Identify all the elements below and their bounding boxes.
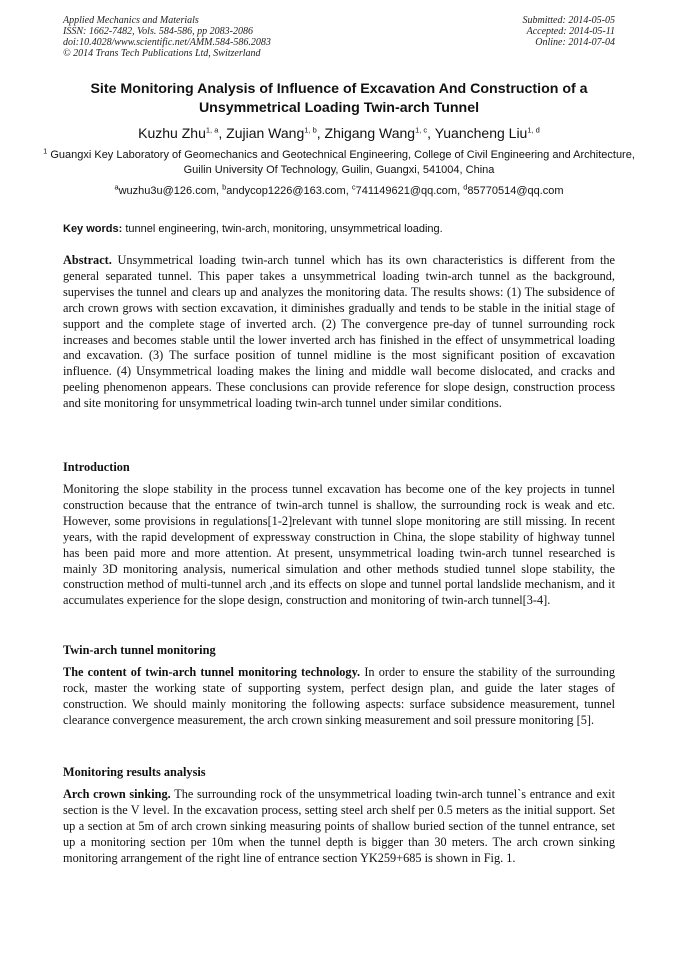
email-address[interactable]: 741149621@qq.com: [355, 185, 458, 197]
issn-volume: ISSN: 1662-7482, Vols. 584-586, pp 2083-2086: [63, 26, 253, 37]
accepted-date: Accepted: 2014-05-11: [526, 26, 615, 37]
keywords-label: Key words:: [63, 223, 123, 235]
author-affiliation-mark: 1, d: [527, 125, 540, 135]
monitoring-text: In order to ensure the stability of the surrounding rock, master the working state of supporting system, perfect design plan, and guide the later stages of construction. We should mainly monitoring the following aspects: surface subsidence measurement, tunnel clearance convergence measurement, the arch crown sinking measurement and soil pressure monitoring [5].: [63, 665, 616, 727]
affiliation-text: Guangxi Key Laboratory of Geomechanics and Geotechnical Engineering, College of Civil Engineering and Architecture, Guilin University Of Technology, Guilin, Guangxi, 541004, China: [50, 149, 635, 176]
results-lead: Arch crown sinking.: [63, 787, 171, 801]
results-paragraph: [63, 787, 615, 867]
paper-title: Site Monitoring Analysis of Influence of Excavation And Construction of a Unsymmetrical Loading Twin-arch Tunnel: [90, 81, 588, 116]
keywords: [63, 222, 615, 236]
email-address[interactable]: andycop1226@163.com: [226, 185, 346, 197]
results-text: The surrounding rock of the unsymmetrical loading twin-arch tunnel`s entrance and exit section is the V level. In the excavation process, setting steel arch shelf per 0.5 meters as the initial support. Set up a section at 5m of arch crown sinking measuring points of shallow buried section of the tunnel entrance, set up a monitoring section per 10m when the tunnel depth is bigger than 30 meters. The arch crown sinking monitoring arrangement of the right line of entrance section YK259+685 is shown in Fig. 1.: [63, 787, 615, 865]
author-name: Kuzhu Zhu: [138, 125, 206, 141]
abstract: [63, 253, 615, 412]
affiliation-mark: 1: [43, 146, 48, 156]
email-address[interactable]: 85770514@qq.com: [467, 185, 564, 197]
email-list: [30, 184, 648, 199]
monitoring-heading: Twin-arch tunnel monitoring: [63, 643, 216, 657]
introduction-heading: Introduction: [63, 460, 130, 474]
email-mark: a: [114, 182, 119, 192]
journal-name: Applied Mechanics and Materials: [63, 15, 199, 26]
author-separator: ,: [427, 125, 435, 141]
email-mark: d: [463, 182, 468, 192]
author-separator: ,: [218, 125, 227, 141]
author-affiliation-mark: 1, a: [205, 125, 219, 135]
author-name: Zhigang Wang: [324, 125, 416, 141]
abstract-label: Abstract.: [63, 253, 112, 267]
monitoring-paragraph: [63, 665, 615, 729]
doi-link[interactable]: doi:10.4028/www.scientific.net/AMM.584-586.2083: [63, 37, 271, 48]
email-separator: ,: [216, 185, 223, 197]
author-affiliation-mark: 1, b: [304, 125, 317, 135]
results-heading: Monitoring results analysis: [63, 765, 206, 779]
copyright: © 2014 Trans Tech Publications Ltd, Switzerland: [63, 48, 261, 59]
author-name: Yuancheng Liu: [434, 125, 528, 141]
introduction-text: Monitoring the slope stability in the process tunnel excavation has become one of the key projects in tunnel construction because that the entrance of twin-arch tunnel is shallow, the surrounding rock is weak and etc. However, some provisions in regulations[1-2]relevant with tunnel slope monitoring are still missing. In recent years, with the rapid development of expressway construction in China, the slope stability of highway tunnel has been paid more and more attention. At present, unsymmetrical loading twin-arch tunnel researched is mainly 3D monitoring analysis, numerical simulation and other methods studied tunnel slope stability, the construction method of multi-tunnel arch ,and its effects on slope and tunnel portal landslide mechanism, and it accumulates experience for the slope design, construction and monitoring of twin-arch tunnel[3-4].: [63, 482, 615, 608]
online-date: Online: 2014-07-04: [535, 37, 615, 48]
author-separator: ,: [316, 125, 325, 141]
email-separator: ,: [345, 185, 352, 197]
publication-info: [63, 15, 271, 59]
email-separator: ,: [457, 185, 464, 197]
email-mark: c: [351, 182, 356, 192]
keywords-text: tunnel engineering, twin-arch, monitoring, unsymmetrical loading.: [122, 223, 443, 235]
author-affiliation-mark: 1, c: [415, 125, 428, 135]
submitted-date: Submitted: 2014-05-05: [522, 15, 615, 26]
publication-dates: [523, 15, 616, 48]
affiliation: [40, 148, 638, 178]
author-name: Zujian Wang: [226, 125, 305, 141]
email-mark: b: [222, 182, 227, 192]
email-address[interactable]: wuzhu3u@126.com: [118, 185, 216, 197]
monitoring-lead: The content of twin-arch tunnel monitoring technology.: [63, 665, 361, 679]
abstract-text: Unsymmetrical loading twin-arch tunnel which has its own characteristics is different from the general separated tunnel. This paper takes a unsymmetrical loading twin-arch tunnel as the background, supervises the tunnel and clears up and analyzes the monitoring data. The results shows: (1) The subsidence of arch crown grows with section excavation, it diminishes gradually and tends to be stable in the initial stage of support and the complete stage of inverted arch. (2) The convergence pre-day of tunnel surrounding rock increases and becomes stable until the lower inverted arch has finished in the effect of unsymmetrical loading and excavation. (3) The surface position of tunnel midline is the most significant position of excavation influence. (4) Unsymmetrical loading makes the lining and middle wall become dislocated, and cracks and peeling phenomenon appears. These conclusions can provide reference for slope design, construction process and site monitoring for unsymmetrical loading twin-arch tunnel under similar conditions.: [63, 253, 615, 411]
author-list: [30, 124, 648, 142]
